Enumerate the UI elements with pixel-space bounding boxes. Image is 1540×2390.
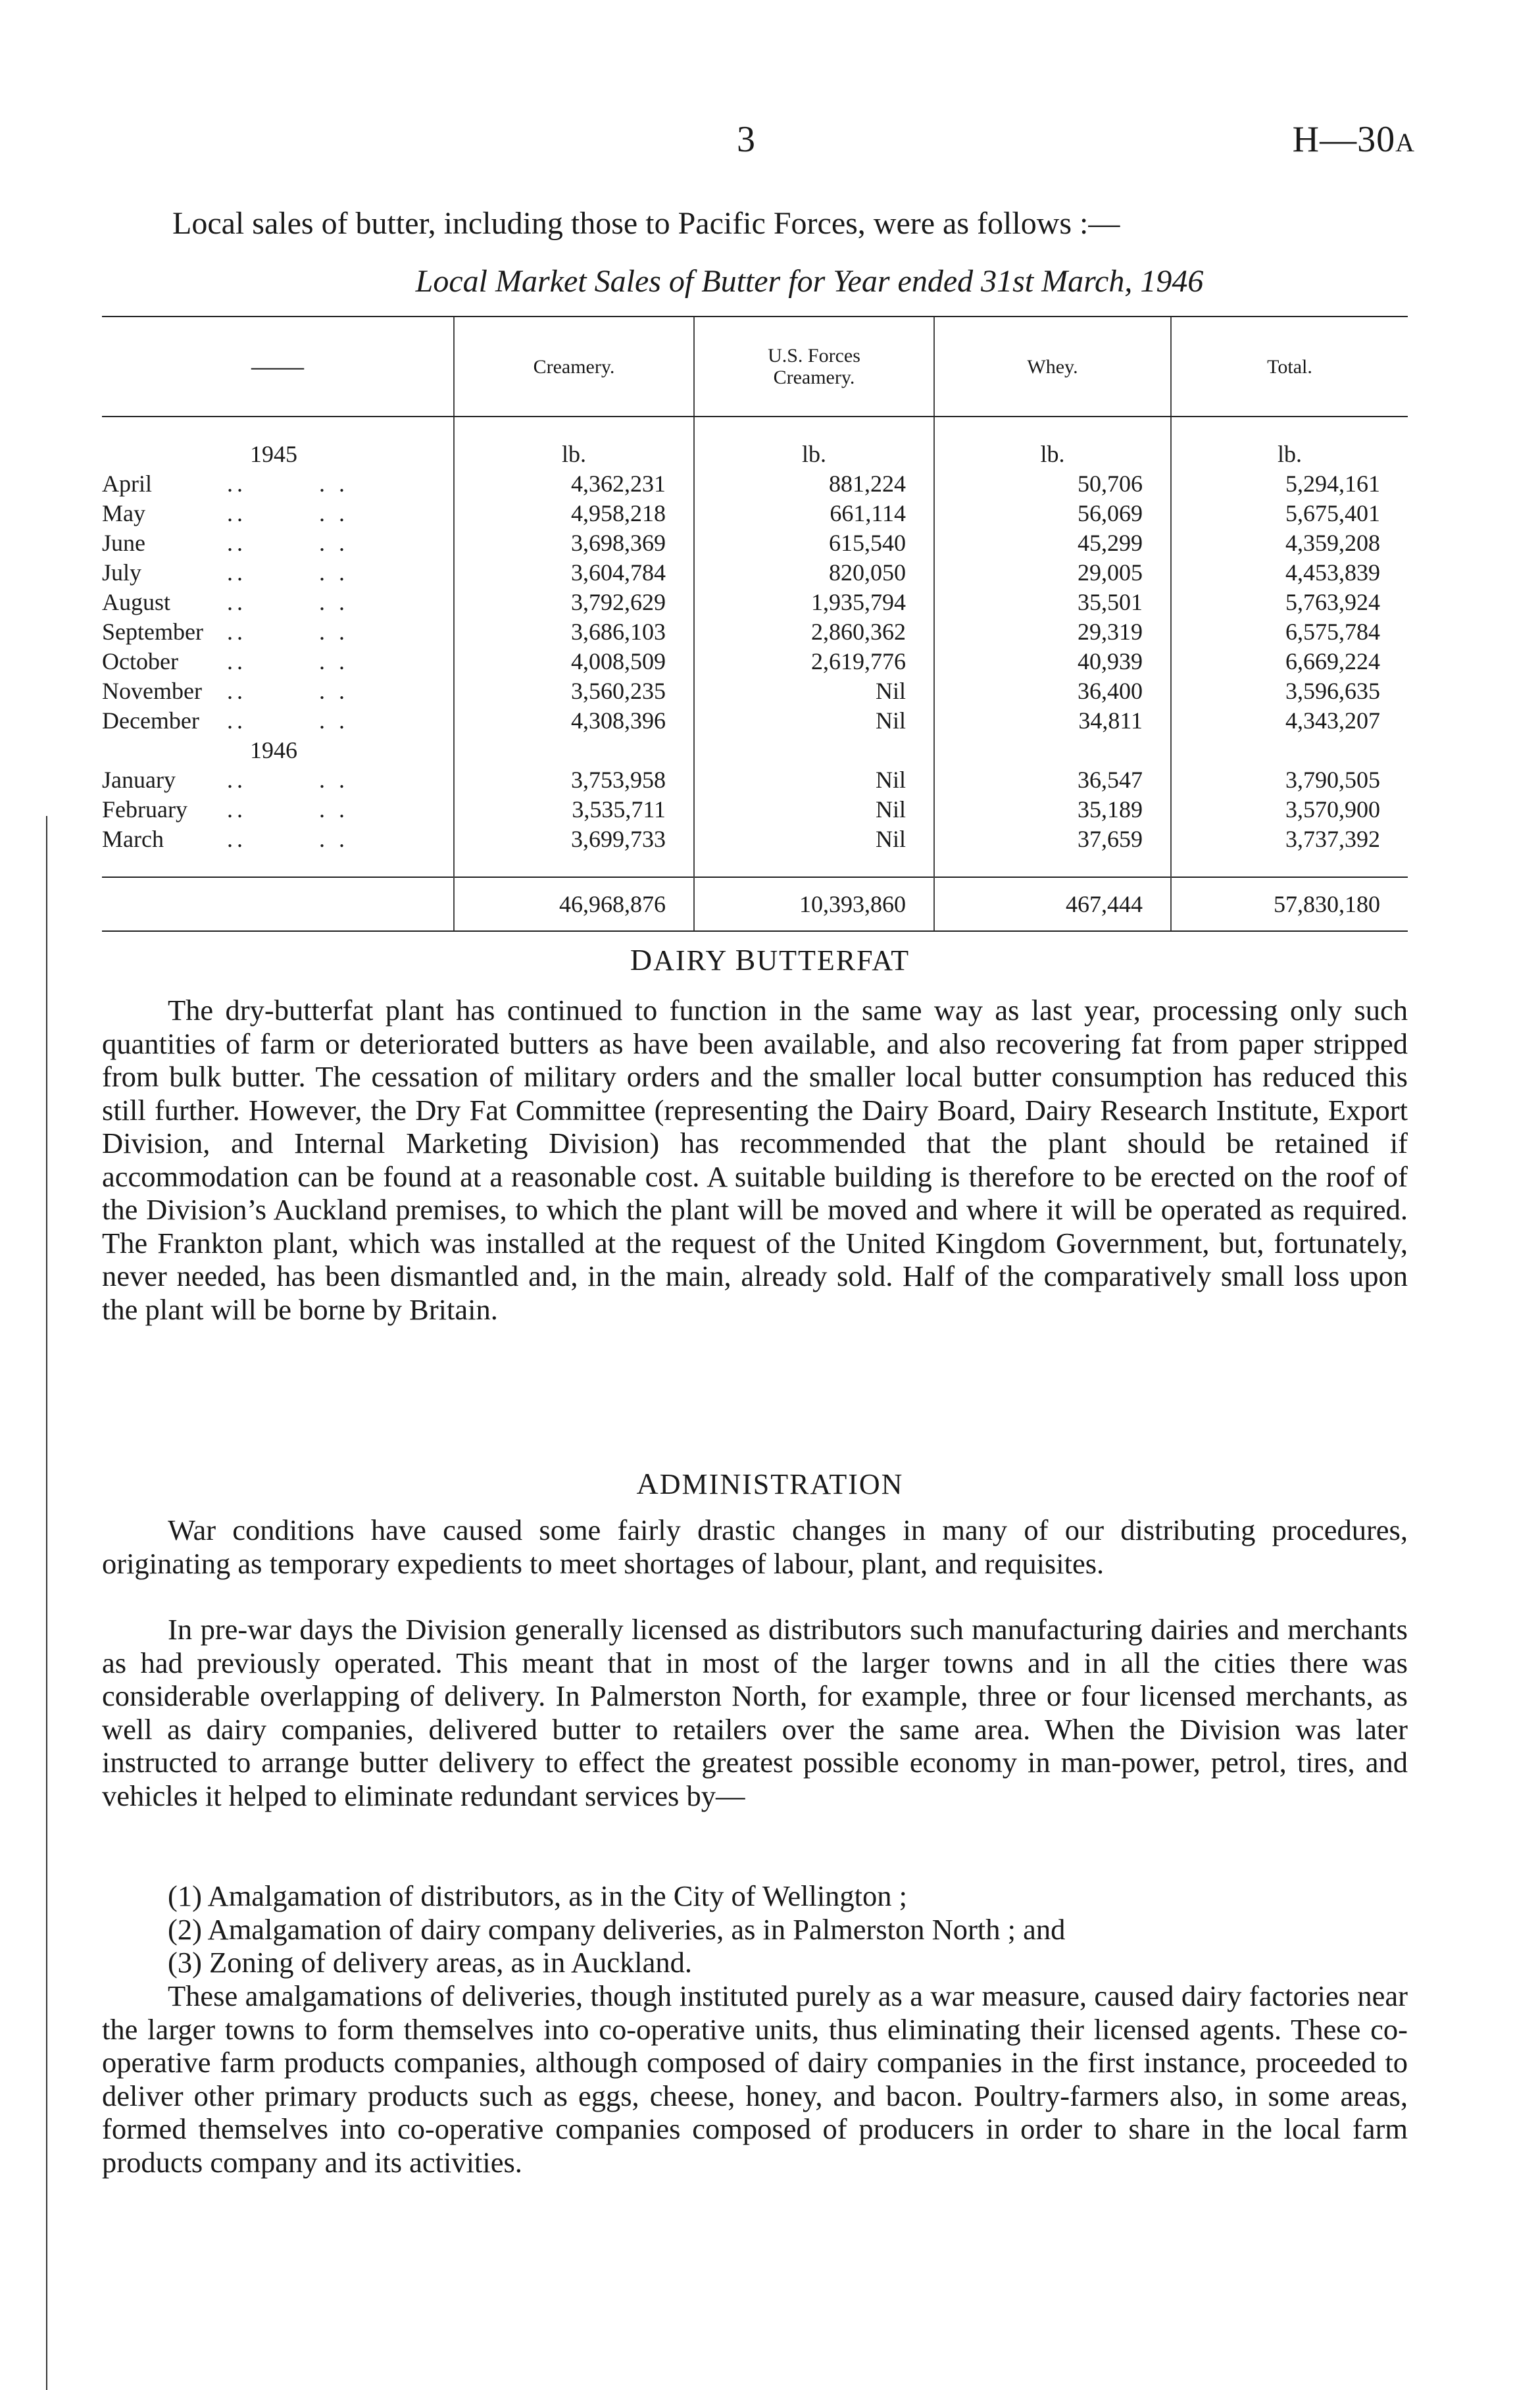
header-creamery: Creamery. xyxy=(454,317,694,417)
leader-dots: . . xyxy=(319,470,349,497)
leader-dots: . . xyxy=(319,767,349,793)
table-row-totals xyxy=(102,877,1408,931)
list-item: (3) Zoning of delivery areas, as in Auckland. xyxy=(168,1946,693,1979)
month-cell xyxy=(102,617,454,647)
month-cell xyxy=(102,499,454,528)
table-row xyxy=(102,706,1408,736)
creamery-value: 3,535,711 xyxy=(454,795,694,825)
leader-dots: .. xyxy=(227,796,247,823)
leader-dots: . . xyxy=(319,530,349,556)
creamery-value: 3,698,369 xyxy=(454,528,694,558)
leader-dots: .. xyxy=(227,470,247,497)
month-cell xyxy=(102,469,454,499)
whey-value: 40,939 xyxy=(934,647,1171,676)
heading-text: DMINISTRATION xyxy=(659,1468,904,1500)
month-label: March xyxy=(102,826,164,852)
leader-dots: . . xyxy=(319,796,349,823)
unit-label: lb. xyxy=(694,440,934,469)
month-label: July xyxy=(102,559,142,586)
total-whey: 467,444 xyxy=(934,877,1171,931)
leader-dots: . . xyxy=(319,500,349,526)
table-row xyxy=(102,499,1408,528)
header-blank: —— xyxy=(102,317,454,417)
butter-sales-table xyxy=(102,316,1408,932)
table-caption: Local Market Sales of Butter for Year ended 31st March, 1946 xyxy=(415,264,1204,299)
total-value: 6,669,224 xyxy=(1171,647,1408,676)
table-row xyxy=(102,647,1408,676)
month-label: November xyxy=(102,678,202,704)
total-value: 5,675,401 xyxy=(1171,499,1408,528)
month-label: April xyxy=(102,470,152,497)
paragraph: In pre-war days the Division generally licensed as distributors such manufacturing dairies and merchants as had previously operated. This meant that in most of the larger towns and in all the cities there was considerable overlapping of delivery. In Palmerston North, for example, three or four licensed merchants, as well as dairy companies, delivered butter to retailers over the same area. When the Division was later instructed to arrange butter delivery to effect the greatest possible economy in man-power, petrol, tires, and vehicles it helped to eliminate redundant services by— xyxy=(102,1613,1408,1812)
table-row xyxy=(102,795,1408,825)
leader-dots: .. xyxy=(227,826,247,852)
total-total: 57,830,180 xyxy=(1171,877,1408,931)
table-row xyxy=(102,676,1408,706)
month-cell xyxy=(102,706,454,736)
header-us-forces-line1: U.S. Forces xyxy=(768,345,860,367)
us-value: 2,860,362 xyxy=(694,617,934,647)
month-cell xyxy=(102,558,454,588)
table-header-row xyxy=(102,317,1408,417)
leader-dots: .. xyxy=(227,648,247,674)
unit-label: lb. xyxy=(934,440,1171,469)
us-value: 881,224 xyxy=(694,469,934,499)
creamery-value: 4,308,396 xyxy=(454,706,694,736)
leader-dots: .. xyxy=(227,589,247,615)
total-value: 4,453,839 xyxy=(1171,558,1408,588)
whey-value: 37,659 xyxy=(934,825,1171,854)
total-value: 4,343,207 xyxy=(1171,706,1408,736)
whey-value: 36,400 xyxy=(934,676,1171,706)
header-total: Total. xyxy=(1171,317,1408,417)
month-label: September xyxy=(102,619,203,645)
table-row xyxy=(102,528,1408,558)
leader-dots: .. xyxy=(227,678,247,704)
creamery-value: 4,362,231 xyxy=(454,469,694,499)
table-row xyxy=(102,765,1408,795)
section-heading-dairy-butterfat xyxy=(0,942,1540,977)
total-value: 5,763,924 xyxy=(1171,588,1408,617)
month-cell xyxy=(102,825,454,854)
leader-dots: . . xyxy=(319,678,349,704)
creamery-value: 3,560,235 xyxy=(454,676,694,706)
leader-dots: . . xyxy=(319,707,349,734)
creamery-value: 4,008,509 xyxy=(454,647,694,676)
us-value: 1,935,794 xyxy=(694,588,934,617)
leader-dots: . . xyxy=(319,589,349,615)
month-cell xyxy=(102,647,454,676)
leader-dots: . . xyxy=(319,619,349,645)
table-row xyxy=(102,588,1408,617)
creamery-value: 3,686,103 xyxy=(454,617,694,647)
total-value: 3,737,392 xyxy=(1171,825,1408,854)
us-value: Nil xyxy=(694,676,934,706)
creamery-value: 4,958,218 xyxy=(454,499,694,528)
whey-value: 35,501 xyxy=(934,588,1171,617)
creamery-value: 3,699,733 xyxy=(454,825,694,854)
whey-value: 35,189 xyxy=(934,795,1171,825)
month-label: June xyxy=(102,530,145,556)
total-us: 10,393,860 xyxy=(694,877,934,931)
total-creamery: 46,968,876 xyxy=(454,877,694,931)
table-row xyxy=(102,825,1408,854)
paragraph: The dry-butterfat plant has continued to function in the same way as last year, processing only such quantities of farm or deteriorated butters as have been available, and also recovering fat from paper stripped from bulk butter. The cessation of military orders and the smaller local butter consumption has reduced this still further. However, the Dry Fat Committee (representing the Dairy Board, Dairy Research Institute, Export Division, and Internal Marketing Division) has recommended that the plant should be retained if accommodation can be found at a reasonable cost. A suitable building is therefore to be erected on the roof of the Division’s Auckland premises, to which the plant will be moved and where it will be operated as required. The Frankton plant, which was installed at the request of the United Kingdom Government, but, fortunately, never needed, has been dismantled and, in the main, already sold. Half of the comparatively small loss upon the plant will be borne by Britain. xyxy=(102,994,1408,1326)
header-whey: Whey. xyxy=(934,317,1171,417)
us-value: Nil xyxy=(694,706,934,736)
leader-dots: .. xyxy=(227,707,247,734)
list-item: (2) Amalgamation of dairy company deliveries, as in Palmerston North ; and xyxy=(168,1912,1066,1946)
month-label: February xyxy=(102,796,187,823)
creamery-value: 3,753,958 xyxy=(454,765,694,795)
dairy-butterfat-paragraph xyxy=(102,994,1408,1326)
us-value: 615,540 xyxy=(694,528,934,558)
us-value: Nil xyxy=(694,765,934,795)
leader-dots: . . xyxy=(319,559,349,586)
heading-text: UTTERFAT xyxy=(757,944,910,977)
month-label: January xyxy=(102,767,176,793)
header-us-forces-line2: Creamery. xyxy=(773,367,855,388)
month-cell xyxy=(102,528,454,558)
heading-initial: A xyxy=(636,1467,660,1500)
total-value: 3,570,900 xyxy=(1171,795,1408,825)
whey-value: 50,706 xyxy=(934,469,1171,499)
month-label: May xyxy=(102,500,145,526)
creamery-value: 3,792,629 xyxy=(454,588,694,617)
header-us-forces xyxy=(694,317,934,417)
total-value: 6,575,784 xyxy=(1171,617,1408,647)
total-value: 5,294,161 xyxy=(1171,469,1408,499)
month-label: December xyxy=(102,707,199,734)
month-cell xyxy=(102,795,454,825)
month-label: August xyxy=(102,589,171,615)
paragraph: These amalgamations of deliveries, though instituted purely as a war measure, caused dairy factories near the larger towns to form themselves into co-operative units, thus eliminating their licensed agents. These co-operative farm products companies, although composed of dairy companies in the first instance, proceeded to deliver other primary products such as eggs, cheese, honey, and bacon. Poultry-farmers also, in some areas, formed themselves into co-operative companies composed of producers in order to share in the local farm products company and its activities. xyxy=(102,1979,1408,2179)
total-value: 3,790,505 xyxy=(1171,765,1408,795)
leader-dots: .. xyxy=(227,500,247,526)
us-value: 2,619,776 xyxy=(694,647,934,676)
margin-rule xyxy=(46,816,47,2390)
whey-value: 56,069 xyxy=(934,499,1171,528)
us-value: 661,114 xyxy=(694,499,934,528)
document-code-suffix: A xyxy=(1395,128,1415,157)
leader-dots: . . xyxy=(319,826,349,852)
month-cell xyxy=(102,588,454,617)
leader-dots: . . xyxy=(319,648,349,674)
unit-label: lb. xyxy=(454,440,694,469)
paragraph: War conditions have caused some fairly drastic changes in many of our distributing procedures, originating as temporary expedients to meet shortages of labour, plant, and requisites. xyxy=(102,1513,1408,1580)
unit-label: lb. xyxy=(1171,440,1408,469)
heading-initial: D xyxy=(630,943,654,977)
us-value: Nil xyxy=(694,795,934,825)
administration-paragraph-3 xyxy=(102,1979,1408,2179)
total-value: 4,359,208 xyxy=(1171,528,1408,558)
table-row-units xyxy=(102,440,1408,469)
amalgamation-list xyxy=(168,1879,1404,1979)
year-label-1946: 1946 xyxy=(250,737,297,763)
leader-dots: .. xyxy=(227,767,247,793)
leader-dots: .. xyxy=(227,530,247,556)
heading-initial: B xyxy=(735,943,757,977)
whey-value: 29,319 xyxy=(934,617,1171,647)
administration-paragraph-1 xyxy=(102,1513,1408,1580)
year-label-1945: 1945 xyxy=(250,441,297,467)
whey-value: 36,547 xyxy=(934,765,1171,795)
leader-dots: .. xyxy=(227,559,247,586)
us-value: Nil xyxy=(694,825,934,854)
administration-paragraph-2 xyxy=(102,1613,1408,1812)
total-value: 3,596,635 xyxy=(1171,676,1408,706)
table-row xyxy=(102,469,1408,499)
whey-value: 45,299 xyxy=(934,528,1171,558)
table-row-year xyxy=(102,736,1408,765)
whey-value: 34,811 xyxy=(934,706,1171,736)
section-heading-administration xyxy=(0,1466,1540,1501)
intro-sentence: Local sales of butter, including those to Pacific Forces, were as follows :— xyxy=(172,206,1120,241)
whey-value: 29,005 xyxy=(934,558,1171,588)
leader-dots: .. xyxy=(227,619,247,645)
list-item: (1) Amalgamation of distributors, as in the City of Wellington ; xyxy=(168,1879,908,1912)
month-label: October xyxy=(102,648,178,674)
creamery-value: 3,604,784 xyxy=(454,558,694,588)
document-code-main: H—30 xyxy=(1292,119,1396,160)
page-number: 3 xyxy=(737,119,755,160)
document-code xyxy=(1293,118,1415,161)
month-cell xyxy=(102,765,454,795)
table-row xyxy=(102,617,1408,647)
table-row xyxy=(102,558,1408,588)
us-value: 820,050 xyxy=(694,558,934,588)
month-cell xyxy=(102,676,454,706)
heading-text: AIRY xyxy=(653,944,735,977)
